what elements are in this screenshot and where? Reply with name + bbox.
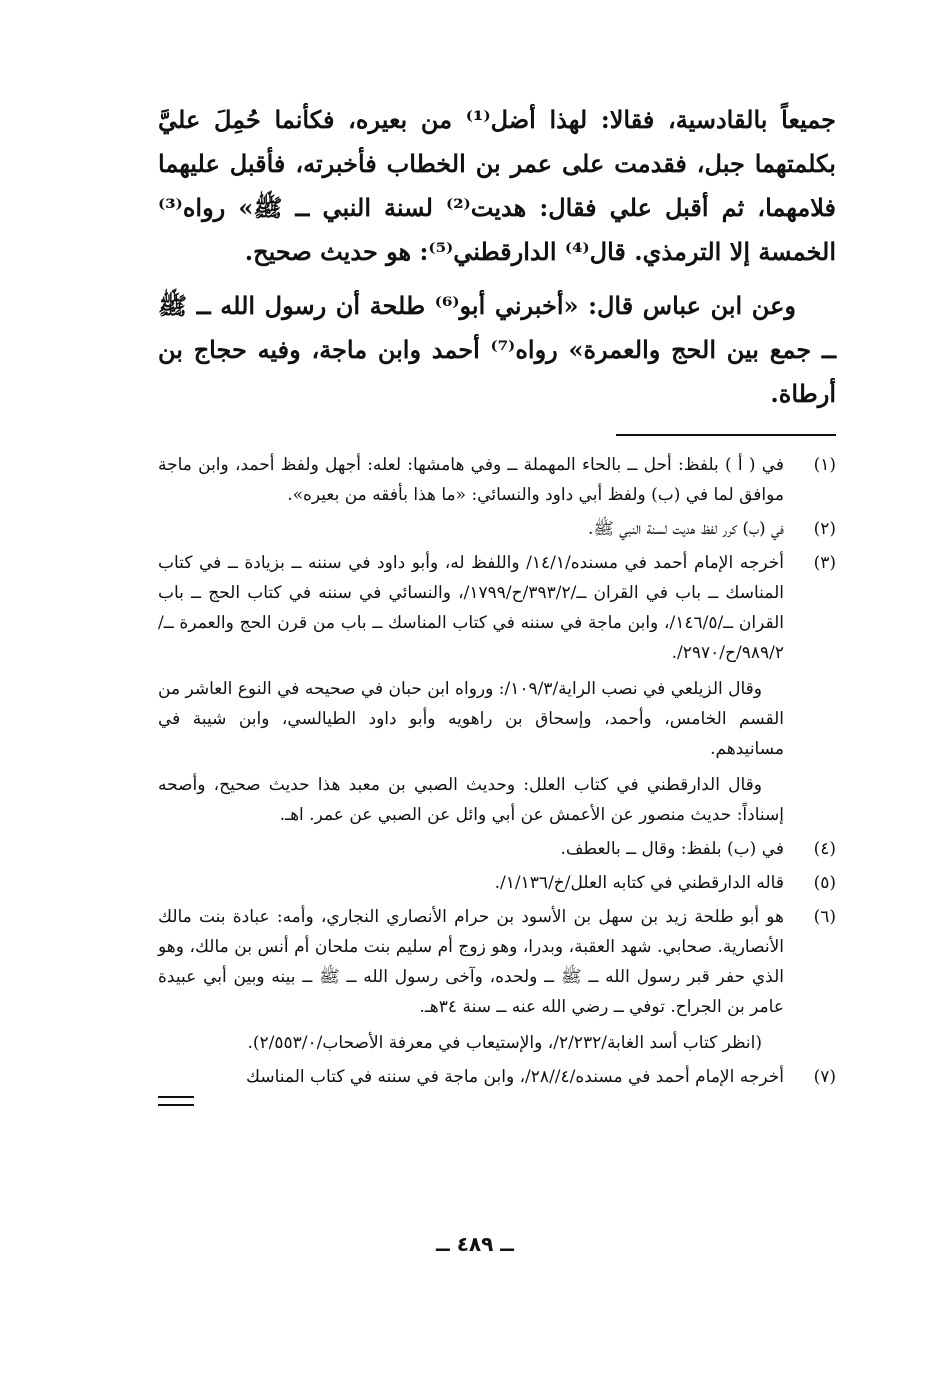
footnote-text: وقال الزيلعي في نصب الراية/١٠٩/٣/: ورواه ابن حبان في صحيحه في النوع العاشر من القسم الخامس، وأحمد، وإسحاق بن راهويه وأبو داود الطيالسي، وابن شيبة في مسانيدهم. [158,679,784,759]
footnote-7 [158,1062,836,1092]
footnote-3 [158,548,836,830]
footnote-text: في (ب) كرر لفظ هديت لسنة النبي ﷺ. [587,519,784,539]
footnote-text: في ( أ ) بلفظ: أحل ــ بالحاء المهملة ــ وفي هامشها: لعله: أجهل ولفظ أحمد، وابن ماجة موافق لما في (ب) ولفظ أبي داود والنسائي: «ما هذا بأفقه من بعيره». [158,455,784,505]
footnote-number: (٢) [813,519,836,539]
footnote-5 [158,868,836,898]
main-paragraph-1: جميعاً بالقادسية، فقالا: لهذا أضل⁽¹⁾ من بعيره، فكأنما حُمِلَ عليَّ بكلمتهما جبل، فقدمت على عمر بن الخطاب فأخبرته، فأقبل عليهما فلامهما، ثم أقبل علي فقال: هديت⁽²⁾ لسنة النبي ــ ﷺ» رواه⁽³⁾ الخمسة إلا الترمذي. قال⁽⁴⁾ الدارقطني⁽⁵⁾: هو حديث صحيح. [158,105,836,266]
footnote-4 [158,834,836,864]
footnote-6 [158,902,836,1058]
footnote-number: (٤) [813,839,836,859]
footnote-number: (٣) [813,553,836,573]
footnote-text: أخرجه الإمام أحمد في مسنده/٤//٢٨/، وابن ماجة في سننه في كتاب المناسك [246,1067,784,1087]
continuation-mark [158,1096,194,1106]
footnote-text: في (ب) بلفظ: وقال ــ بالعطف. [560,839,784,859]
main-paragraph-2: وعن ابن عباس قال: «أخبرني أبو⁽⁶⁾ طلحة أن رسول الله ــ ﷺ ــ جمع بين الحج والعمرة» رواه⁽⁷⁾ أحمد وابن ماجة، وفيه حجاج بن أرطاة. [158,291,836,408]
footnote-text: وقال الدارقطني في كتاب العلل: وحديث الصبي بن معبد هذا حديث صحيح، وأصحه إسناداً: حديث منصور عن الأعمش عن أبي وائل عن الصبي عن عمر. اهـ. [158,775,784,825]
footnote-number: (٧) [813,1067,836,1087]
footnote-text: هو أبو طلحة زيد بن سهل بن الأسود بن حرام الأنصاري النجاري، وأمه: عبادة بنت مالك الأنصارية. صحابي. شهد العقبة، وبدرا، وهو زوج أم سليم بنت ملحان أم أنس بن مالك، وهو الذي حفر قبر رسول الله ــ ﷺ ــ ولحده، وآخى رسول الله ــ ﷺ ــ بينه وبين أبي عبيدة عامر بن الجراح. توفي ــ رضي الله عنه ــ سنة ٣٤هـ. [158,907,784,1017]
footnote-number: (١) [813,455,836,475]
footnote-1 [158,450,836,510]
footnote-2 [158,514,836,544]
footnote-text: قاله الدارقطني في كتابه العلل/خ/١/١٣٦/. [494,873,784,893]
footnote-number: (٥) [813,873,836,893]
page-content [158,98,836,1106]
main-text [158,98,836,416]
footnote-text: أخرجه الإمام أحمد في مسنده/١٤/١/ واللفظ له، وأبو داود في سننه ــ بزيادة ــ في كتاب المناسك ــ باب في القران ــ/٣٩٣/٢/ح/١٧٩٩/، والنسائي في سننه في كتاب الحج ــ باب القران ــ/١٤٦/٥/، وابن ماجة في سننه في كتاب المناسك ــ باب من قرن الحج والعمرة ــ/٩٨٩/٢/ح/٢٩٧٠/. [158,553,785,663]
footnote-separator [616,434,836,436]
footnote-text: (انظر كتاب أسد الغابة/٢/٢٣٢/، والإستيعاب في معرفة الأصحاب/٢/٥٥٣/٠). [247,1033,762,1053]
footnotes [158,450,836,1106]
page-number: ــ ٤٨٩ ــ [436,1232,514,1256]
footnote-number: (٦) [813,907,836,927]
